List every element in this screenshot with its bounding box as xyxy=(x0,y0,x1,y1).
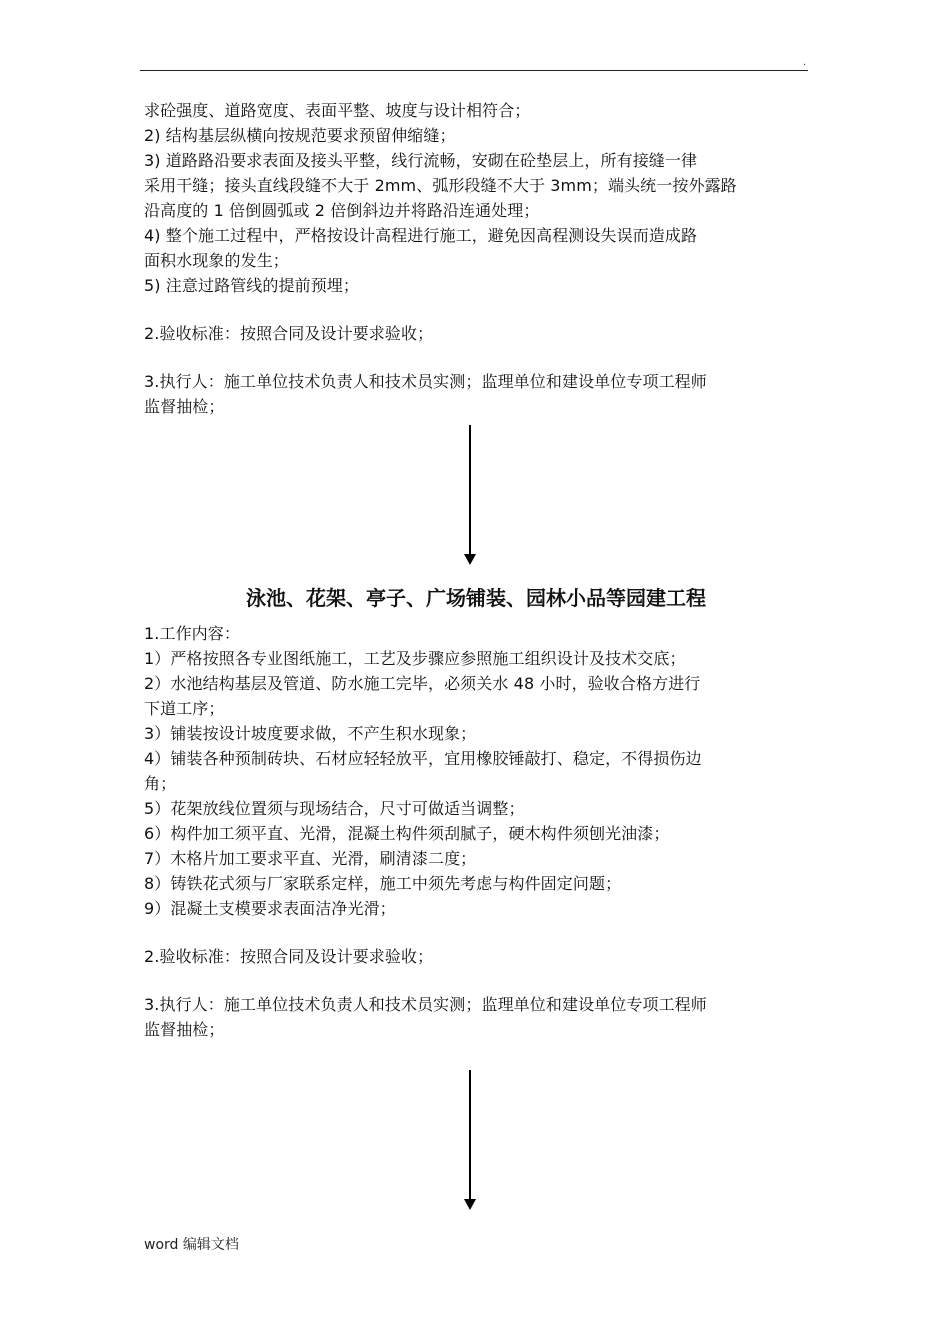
arrow-shaft xyxy=(469,1070,471,1200)
block1-list xyxy=(144,98,808,298)
section2-line: 1）严格按照各专业图纸施工，工艺及步骤应参照施工组织设计及技术交底； xyxy=(144,649,686,668)
arrow-shaft xyxy=(469,425,471,555)
section-title: 泳池、花架、亭子、广场铺装、园林小品等园建工程 xyxy=(246,586,706,610)
block1-line: 沿高度的 1 倍倒圆弧或 2 倍倒斜边并将路沿连通处理； xyxy=(144,201,540,220)
block1-line: 求砼强度、道路宽度、表面平整、坡度与设计相符合； xyxy=(144,101,531,120)
block1-line: 2) 结构基层纵横向按规范要求预留伸缩缝； xyxy=(144,126,456,145)
section2-executor-line: 3.执行人：施工单位技术负责人和技术员实测；监理单位和建设单位专项工程师 xyxy=(144,995,707,1014)
section2-line: 5）花架放线位置须与现场结合，尺寸可做适当调整； xyxy=(144,799,525,818)
section2-line: 角； xyxy=(144,774,177,793)
work-content-heading: 1.工作内容： xyxy=(144,624,240,643)
header-rule xyxy=(140,70,808,71)
section2-acceptance: 2.验收标准：按照合同及设计要求验收； xyxy=(144,947,434,966)
arrow-head-icon xyxy=(464,554,476,565)
block1-executor-line: 监督抽检； xyxy=(144,397,225,416)
flow-arrow-down xyxy=(144,1070,808,1230)
section2-line: 3）铺装按设计坡度要求做，不产生积水现象； xyxy=(144,724,477,743)
section2-line: 2）水池结构基层及管道、防水施工完毕，必须关水 48 小时，验收合格方进行 xyxy=(144,674,701,693)
block1-line: 5) 注意过路管线的提前预埋； xyxy=(144,276,360,295)
block1-acceptance: 2.验收标准：按照合同及设计要求验收； xyxy=(144,324,434,343)
document-body xyxy=(144,98,808,1230)
block1-line: 3) 道路路沿要求表面及接头平整，线行流畅，安砌在砼垫层上，所有接缝一律 xyxy=(144,151,698,170)
flow-arrow-down xyxy=(144,425,808,571)
block1-line: 面积水现象的发生； xyxy=(144,251,289,270)
block1-line: 采用干缝；接头直线段缝不大于 2mm、弧形段缝不大于 3mm；端头统一按外露路 xyxy=(144,176,737,195)
section2-line: 7）木格片加工要求平直、光滑，刷清漆二度； xyxy=(144,849,477,868)
section2-line: 4）铺装各种预制砖块、石材应轻轻放平，宜用橡胶锤敲打、稳定，不得损伤边 xyxy=(144,749,702,768)
section2-line: 6）构件加工须平直、光滑，混凝土构件须刮腻子，硬木构件须刨光油漆； xyxy=(144,824,670,843)
header-mark: . xyxy=(803,57,807,68)
block1-line: 4) 整个施工过程中，严格按设计高程进行施工，避免因高程测设失误而造成路 xyxy=(144,226,698,245)
section2-line: 9）混凝土支模要求表面洁净光滑； xyxy=(144,899,396,918)
block1-executor-line: 3.执行人：施工单位技术负责人和技术员实测；监理单位和建设单位专项工程师 xyxy=(144,372,707,391)
section2-executor-line: 监督抽检； xyxy=(144,1020,225,1039)
section2-list xyxy=(144,646,808,921)
section2-line: 下道工序； xyxy=(144,699,225,718)
footer-label: word 编辑文档 xyxy=(144,1237,239,1253)
section2-line: 8）铸铁花式须与厂家联系定样，施工中须先考虑与构件固定问题； xyxy=(144,874,622,893)
arrow-head-icon xyxy=(464,1199,476,1210)
